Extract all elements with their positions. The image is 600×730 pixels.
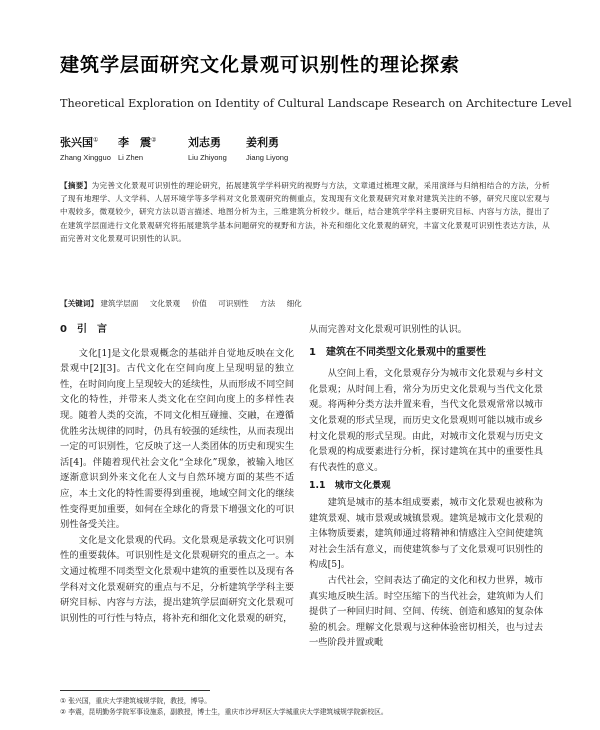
keywords bbox=[60, 298, 550, 309]
left-column bbox=[60, 322, 294, 626]
author-name: 刘志勇 bbox=[188, 136, 221, 149]
footnotes bbox=[60, 696, 560, 718]
author-name: 张兴国① bbox=[60, 136, 99, 149]
body-paragraph: 古代社会，空间表达了确定的文化和权力世界，城市真实地反映生活。时空压缩下的当代社会，建筑师为人们提供了一种回归时间、空间、传统、创造和感知的复杂体验的机会。理解文化景观与这种体验密切相关，也与过去一些阶段并置或毗 bbox=[309, 574, 543, 649]
author-name: 李 震② bbox=[118, 136, 157, 149]
author-pinyin: Li Zhen bbox=[118, 153, 144, 162]
subsection-heading-urban-landscape: 1.1 城市文化景观 bbox=[309, 480, 391, 492]
footnote-rule bbox=[60, 690, 210, 691]
keyword: 文化景观 bbox=[149, 299, 181, 308]
body-paragraph: 文化是文化景观的代码。文化景观是承载文化可识别性的重要载体。可识别性是文化景观研究的重点之一。本文通过梳理不同类型文化景观中建筑的重要性以及现有各学科对文化景观研究的重点与不足，分析建筑学学科主要研究目标、内容与方法，提出建筑学层面研究文化景观可识别性的可行性与特点，将补充和细化文化景观的研究， bbox=[60, 534, 294, 624]
keyword: 价值 bbox=[191, 299, 207, 308]
abstract-label: 【摘要】 bbox=[60, 181, 92, 190]
author-pinyin: Liu Zhiyong bbox=[188, 153, 227, 162]
abstract-text: 为完善文化景观可识别性的理论研究，拓展建筑学学科研究的视野与方法，文章通过梳理文献，采用演绎与归纳相结合的方法，分析了现有地理学、人文学科、人居环境学等多学科对文化景观研究的侧重点，发现现有文化景观研究对象对建筑关注的不够，研究尺度以宏观与中观较多，微观较少，研究方法以语言描述、地图分析为主，三维建筑分析较少。继后，结合建筑学学科主要研究目标、内容与方法，提出了在建筑学层面进行文化景观研究将拓展建筑学基本问题研究的视野和方法，补充和细化文化景观的研究，丰富文化景观可识别性表达方法，从而完善对文化景观可识别性的认识。 bbox=[60, 181, 550, 243]
keyword: 方法 bbox=[259, 299, 276, 308]
author-pinyin: Zhang Xingguo bbox=[60, 153, 111, 162]
keyword: 建筑学层面 bbox=[100, 299, 139, 308]
body-paragraph: 建筑是城市的基本组成要素，城市文化景观也被称为建筑景观、城市景观或城镇景观。建筑是城市文化景观的主体物质要素，建筑师通过将精神和情感注入空间使建筑对社会生活有意义，而使建筑参与了文化景观可识别性的构成[5]。 bbox=[309, 496, 543, 571]
abstract bbox=[60, 179, 550, 245]
keyword: 可识别性 bbox=[218, 299, 249, 308]
author-pinyin: Jiang Liyong bbox=[246, 153, 289, 162]
section-heading-architecture-importance: 1 建筑在不同类型文化景观中的重要性 bbox=[309, 346, 486, 358]
body-paragraph: 从而完善对文化景观可识别性的认识。 bbox=[309, 324, 468, 335]
body-paragraph: 从空间上看，文化景观存分为城市文化景观与乡村文化景观；从时间上看，常分为历史文化景观与当代文化景观。将两种分类方法并置来看，当代文化景观常常以城市文化景观的形式呈现，而历史文化景观则可能以城市或乡村文化景观的形式呈现。由此，对城市文化景观与历史文化景观的构成要素进行分析，探讨建筑在其中的重要性具有代表性的意义。 bbox=[309, 368, 543, 473]
footnote: ① 张兴国，重庆大学建筑城规学院，教授，博导。 bbox=[60, 697, 211, 705]
paper-title: 建筑学层面研究文化景观可识别性的理论探索 bbox=[60, 54, 461, 76]
body-paragraph: 文化[1]是文化景观概念的基础并自觉地反映在文化景观中[2][3]。古代文化在空间向度上呈现明显的独立性，在时间向度上呈现较大的延续性，从而形成不同空间文化的特性，并带来人类文化在空间向度上的多样性表现。随着人类的交流，不同文化相互碰撞、交融，在遵循优胜劣汰规律的同时，仍具有较强的延续性，从而表现出一定的可识别性，它反映了这一人类团体的历史和现实生活[4]。伴随着现代社会文化“全球化”现象，被输入地区逐渐意识到外来文化在人文与自然环境方面的某些不适应，本土文化的特性需要得到重视，地域空间文化的继续性变得更加重要，如何在全球化的背景下增强文化的可识别性备受关注。 bbox=[60, 347, 294, 531]
english-subtitle: Theoretical Exploration on Identity of Cultural Landscape Research on Architecture Level bbox=[60, 97, 572, 110]
right-column bbox=[309, 322, 543, 651]
author-name: 姜利勇 bbox=[246, 136, 279, 149]
section-heading-introduction: 0 引 言 bbox=[60, 324, 107, 335]
keyword: 细化 bbox=[286, 299, 302, 308]
keywords-label: 【关键词】 bbox=[60, 299, 98, 308]
footnote: ② 李震，昆明勤务学院军事设施系，副教授，博士生，重庆市沙坪坝区大学城重庆大学建筑城规学院新校区。 bbox=[60, 708, 388, 716]
